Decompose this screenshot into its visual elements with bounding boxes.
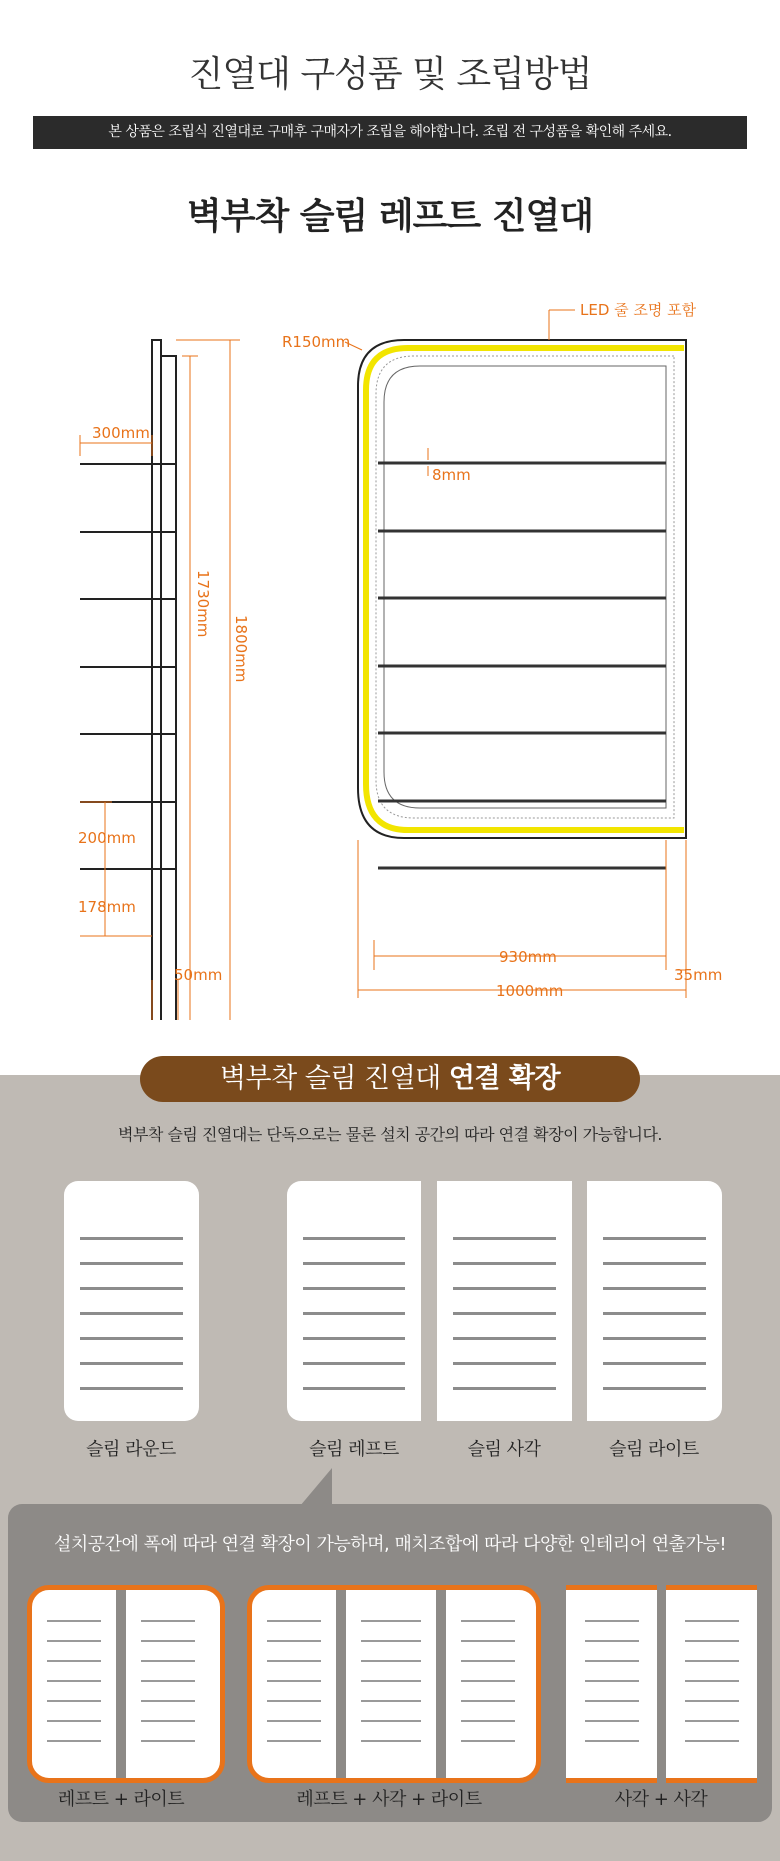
dimension-diagram xyxy=(0,280,780,1020)
combo-left-square-right xyxy=(247,1585,541,1783)
combo-divider xyxy=(436,1590,446,1778)
type-label-square: 슬림 사각 xyxy=(467,1439,541,1460)
expansion-title-bold: 연결 확장 xyxy=(448,1063,561,1094)
type-label-left: 슬림 레프트 xyxy=(309,1439,399,1460)
combo-left-right xyxy=(27,1585,225,1783)
side-depth-label: 50mm xyxy=(174,966,223,984)
radius-label: R150mm xyxy=(282,333,351,351)
expansion-title-normal: 벽부착 슬림 진열대 xyxy=(219,1063,449,1094)
inner-width-label: 930mm xyxy=(499,948,557,966)
bottom-gap-label: 178mm xyxy=(78,898,136,916)
inner-height-label: 1730mm xyxy=(194,570,212,638)
assembly-notice: 본 상품은 조립식 진열대로 구매후 구매자가 조립을 해야합니다. 조립 전 구성품을 확인해 주세요. xyxy=(33,116,747,149)
combo-square-1 xyxy=(566,1585,657,1783)
total-width-label: 1000mm xyxy=(496,982,564,1000)
combo-divider xyxy=(336,1590,346,1778)
thickness-label: 8mm xyxy=(432,466,471,484)
type-label-right: 슬림 라이트 xyxy=(609,1439,699,1460)
front-view xyxy=(358,340,686,868)
product-name: 벽부착 슬림 레프트 진열대 xyxy=(186,196,594,237)
led-label: LED 줄 조명 포함 xyxy=(580,301,697,319)
side-view xyxy=(80,340,176,1020)
depth-label: 300mm xyxy=(92,424,150,442)
type-label-round: 슬림 라운드 xyxy=(86,1439,176,1460)
panel-slim-square xyxy=(437,1181,572,1421)
combo-label-1: 레프트 + 라이트 xyxy=(57,1789,185,1810)
total-height-label: 1800mm xyxy=(232,615,250,683)
combo-label-3: 사각 + 사각 xyxy=(614,1789,708,1810)
panel-slim-left xyxy=(287,1181,421,1421)
frame-label: 35mm xyxy=(674,966,723,984)
panel-slim-round xyxy=(64,1181,199,1421)
combo-label-2: 레프트 + 사각 + 라이트 xyxy=(296,1789,482,1810)
combo-square-2 xyxy=(666,1585,757,1783)
panel-slim-right xyxy=(587,1181,722,1421)
combo-divider xyxy=(116,1590,126,1778)
page-title: 진열대 구성품 및 조립방법 xyxy=(188,54,592,95)
expansion-description: 벽부착 슬림 진열대는 단독으로는 물론 설치 공간의 따라 연결 확장이 가능합니다. xyxy=(118,1125,662,1144)
combo-pointer xyxy=(300,1468,332,1506)
shelf-gap-label: 200mm xyxy=(78,829,136,847)
combination-description: 설치공간에 폭에 따라 연결 확장이 가능하며, 매치조합에 따라 다양한 인테리어 연출가능! xyxy=(53,1534,727,1555)
front-dimension-lines xyxy=(345,310,686,998)
expansion-title xyxy=(140,1056,640,1102)
